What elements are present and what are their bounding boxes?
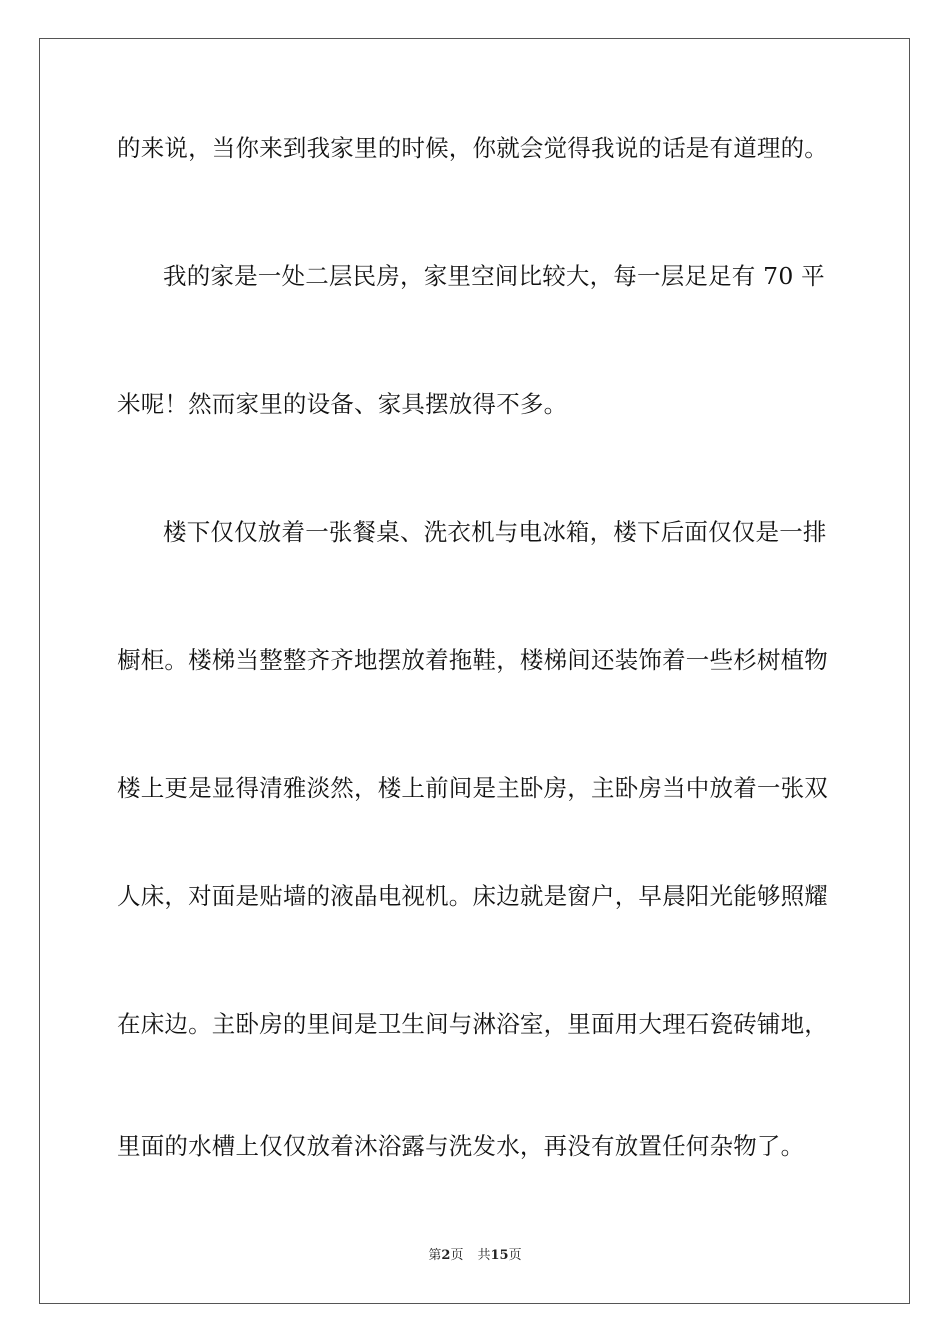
text-line-1: 的来说，当你来到我家里的时候，你就会觉得我说的话是有道理的。 — [117, 134, 828, 162]
footer-page-suffix: 页 — [450, 1248, 464, 1263]
text-line-2: 我的家是一处二层民房，家里空间比较大，每一层足足有 70 平 — [163, 262, 825, 290]
text-line-8: 在床边。主卧房的里间是卫生间与淋浴室，里面用大理石瓷砖铺地， — [117, 1010, 828, 1038]
text-line-5: 橱柜。楼梯当整整齐齐地摆放着拖鞋，楼梯间还装饰着一些杉树植物 — [117, 646, 828, 674]
footer-page-prefix: 第 — [428, 1248, 442, 1263]
page-footer — [0, 1248, 950, 1264]
text-line-4: 楼下仅仅放着一张餐桌、洗衣机与电冰箱，楼下后面仅仅是一排 — [163, 518, 827, 546]
footer-page-number: 2 — [441, 1248, 451, 1263]
text-line-7: 人床，对面是贴墙的液晶电视机。床边就是窗户，早晨阳光能够照耀 — [117, 882, 828, 910]
text-line-9: 里面的水槽上仅仅放着沐浴露与洗发水，再没有放置任何杂物了。 — [117, 1132, 805, 1160]
text-line-6: 楼上更是显得清雅淡然，楼上前间是主卧房，主卧房当中放着一张双 — [117, 774, 828, 802]
footer-total-suffix: 页 — [508, 1248, 522, 1263]
text-line-3: 米呢！然而家里的设备、家具摆放得不多。 — [117, 390, 568, 418]
footer-total-pages: 15 — [490, 1248, 509, 1263]
footer-total-prefix: 共 — [477, 1248, 491, 1263]
